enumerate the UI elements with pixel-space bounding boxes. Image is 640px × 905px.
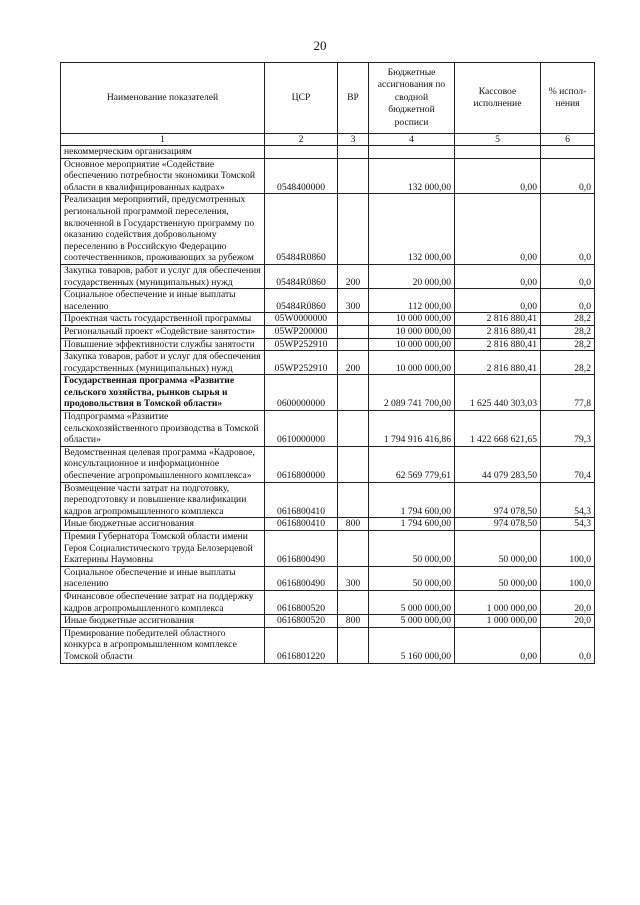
vr-code-cell [338,313,369,326]
csr-code-cell: 05WP252910 [265,338,338,351]
csr-code-cell: 05484R0860 [265,289,338,313]
csr-code-cell: 0616800410 [265,482,338,518]
execution-percent-cell: 54,3 [541,482,595,518]
vr-code-cell: 800 [338,615,369,628]
csr-code-cell: 0616800410 [265,518,338,531]
vr-code-cell: 300 [338,566,369,590]
csr-code-cell: 0610000000 [265,411,338,447]
budget-allocation-cell: 5 000 000,00 [369,590,455,614]
budget-allocation-cell: 2 089 741 700,00 [369,375,455,411]
table-row [61,531,595,567]
table-body [61,146,595,664]
csr-code-cell: 05484R0860 [265,264,338,288]
budget-allocation-cell: 1 794 916 416,86 [369,411,455,447]
budget-allocation-cell [369,146,455,159]
vr-code-cell [338,531,369,567]
vr-code-cell [338,158,369,194]
execution-percent-cell: 0,0 [541,289,595,313]
column-number: 4 [369,134,455,146]
header-csr: ЦСР [265,63,338,134]
budget-allocation-cell: 62 569 779,61 [369,446,455,482]
cash-execution-cell: 1 625 440 303,03 [455,375,541,411]
csr-code-cell: 05WP200000 [265,325,338,338]
vr-code-cell [338,375,369,411]
table-row [61,313,595,326]
indicator-name-cell: Закупка товаров, работ и услуг для обеспечения государственных (муниципальных) нужд [61,264,265,288]
csr-code-cell [265,146,338,159]
budget-allocation-cell: 10 000 000,00 [369,351,455,375]
cash-execution-cell: 0,00 [455,158,541,194]
csr-code-cell: 0616800520 [265,615,338,628]
table-row [61,325,595,338]
budget-allocation-cell: 10 000 000,00 [369,338,455,351]
vr-code-cell: 200 [338,351,369,375]
vr-code-cell [338,194,369,265]
execution-percent-cell: 77,8 [541,375,595,411]
indicator-name-cell: некоммерческим организациям [61,146,265,159]
cash-execution-cell: 0,00 [455,627,541,663]
cash-execution-cell: 0,00 [455,194,541,265]
execution-percent-cell: 0,0 [541,264,595,288]
execution-percent-cell: 28,2 [541,325,595,338]
budget-allocation-cell: 50 000,00 [369,566,455,590]
indicator-name-cell: Подпрограмма «Развитие сельскохозяйственного производства в Томской области» [61,411,265,447]
execution-percent-cell: 70,4 [541,446,595,482]
indicator-name-cell: Возмещение части затрат на подготовку, переподготовку и повышение квалификации кадров агропромышленного комплекса [61,482,265,518]
csr-code-cell: 05484R0860 [265,194,338,265]
cash-execution-cell: 974 078,50 [455,518,541,531]
indicator-name-cell: Региональный проект «Содействие занятости» [61,325,265,338]
table-row [61,482,595,518]
table-row [61,194,595,265]
table-row [61,338,595,351]
header-vr: ВР [338,63,369,134]
table-row [61,375,595,411]
header-pct: % испол-нения [541,63,595,134]
indicator-name-cell: Иные бюджетные ассигнования [61,518,265,531]
vr-code-cell: 200 [338,264,369,288]
table-row [61,615,595,628]
budget-allocation-cell: 132 000,00 [369,158,455,194]
table-row [61,158,595,194]
indicator-name-cell: Реализация мероприятий, предусмотренных региональной программой переселения, включенной в Государственную программу по оказанию содействия добровольному переселению в Российскую Федерацию соотечественников, проживающих за рубежом [61,194,265,265]
execution-percent-cell: 28,2 [541,313,595,326]
vr-code-cell [338,338,369,351]
cash-execution-cell: 1 000 000,00 [455,615,541,628]
vr-code-cell [338,482,369,518]
indicator-name-cell: Социальное обеспечение и иные выплаты населению [61,289,265,313]
column-number: 3 [338,134,369,146]
csr-code-cell: 0616800000 [265,446,338,482]
table-row [61,566,595,590]
cash-execution-cell: 1 422 668 621,65 [455,411,541,447]
csr-code-cell: 05WP252910 [265,351,338,375]
cash-execution-cell: 1 000 000,00 [455,590,541,614]
table-row [61,146,595,159]
indicator-name-cell: Повышение эффективности службы занятости [61,338,265,351]
csr-code-cell: 0616801220 [265,627,338,663]
execution-percent-cell: 28,2 [541,351,595,375]
indicator-name-cell: Социальное обеспечение и иные выплаты населению [61,566,265,590]
cash-execution-cell: 974 078,50 [455,482,541,518]
vr-code-cell [338,146,369,159]
vr-code-cell [338,411,369,447]
table-row [61,264,595,288]
budget-allocation-cell: 132 000,00 [369,194,455,265]
budget-execution-table [60,62,595,664]
header-name: Наименование показателей [61,63,265,134]
budget-allocation-cell: 5 000 000,00 [369,615,455,628]
vr-code-cell [338,590,369,614]
budget-allocation-cell: 1 794 600,00 [369,518,455,531]
vr-code-cell [338,446,369,482]
budget-allocation-cell: 1 794 600,00 [369,482,455,518]
execution-percent-cell: 20,0 [541,590,595,614]
csr-code-cell: 0616800490 [265,566,338,590]
cash-execution-cell: 50 000,00 [455,566,541,590]
indicator-name-cell: Финансовое обеспечение затрат на поддержку кадров агропромышленного комплекса [61,590,265,614]
column-number: 1 [61,134,265,146]
execution-percent-cell: 54,3 [541,518,595,531]
execution-percent-cell [541,146,595,159]
table-row [61,446,595,482]
execution-percent-cell: 0,0 [541,158,595,194]
header-row [61,63,595,134]
budget-allocation-cell: 50 000,00 [369,531,455,567]
header-cash: Кассовое исполнение [455,63,541,134]
csr-code-cell: 05W0000000 [265,313,338,326]
cash-execution-cell: 44 079 283,50 [455,446,541,482]
indicator-name-cell: Закупка товаров, работ и услуг для обеспечения государственных (муниципальных) нужд [61,351,265,375]
table-row [61,411,595,447]
table-row [61,627,595,663]
indicator-name-cell: Проектная часть государственной программы [61,313,265,326]
indicator-name-cell: Премия Губернатора Томской области имени Героя Социалистического труда Белозерцевой Екатерины Наумовны [61,531,265,567]
cash-execution-cell: 2 816 880,41 [455,351,541,375]
csr-code-cell: 0616800490 [265,531,338,567]
table-row [61,518,595,531]
cash-execution-cell [455,146,541,159]
execution-percent-cell: 0,0 [541,194,595,265]
column-number-row [61,134,595,146]
table-row [61,351,595,375]
execution-percent-cell: 100,0 [541,531,595,567]
execution-percent-cell: 79,3 [541,411,595,447]
cash-execution-cell: 0,00 [455,264,541,288]
vr-code-cell: 800 [338,518,369,531]
execution-percent-cell: 20,0 [541,615,595,628]
vr-code-cell: 300 [338,289,369,313]
indicator-name-cell: Премирование победителей областного конкурса в агропромышленном комплексе Томской области [61,627,265,663]
table-row [61,590,595,614]
cash-execution-cell: 2 816 880,41 [455,325,541,338]
page-number: 20 [313,38,327,53]
cash-execution-cell: 50 000,00 [455,531,541,567]
vr-code-cell [338,627,369,663]
column-number: 5 [455,134,541,146]
indicator-name-cell: Иные бюджетные ассигнования [61,615,265,628]
csr-code-cell: 0616800520 [265,590,338,614]
budget-allocation-cell: 5 160 000,00 [369,627,455,663]
column-number: 2 [265,134,338,146]
vr-code-cell [338,325,369,338]
column-number: 6 [541,134,595,146]
csr-code-cell: 0548400000 [265,158,338,194]
csr-code-cell: 0600000000 [265,375,338,411]
budget-allocation-cell: 10 000 000,00 [369,325,455,338]
execution-percent-cell: 28,2 [541,338,595,351]
cash-execution-cell: 2 816 880,41 [455,338,541,351]
budget-allocation-cell: 112 000,00 [369,289,455,313]
indicator-name-cell: Государственная программа «Развитие сельского хозяйства, рынков сырья и продовольствия в Томской области» [61,375,265,411]
execution-percent-cell: 100,0 [541,566,595,590]
budget-allocation-cell: 10 000 000,00 [369,313,455,326]
execution-percent-cell: 0,0 [541,627,595,663]
header-budget: Бюджетные ассигнования по сводной бюджетной росписи [369,63,455,134]
cash-execution-cell: 0,00 [455,289,541,313]
indicator-name-cell: Ведомственная целевая программа «Кадровое, консультационное и информационное обеспечение агропромышленного комплекса» [61,446,265,482]
indicator-name-cell: Основное мероприятие «Содействие обеспечению потребности экономики Томской области в квалифицированных кадрах» [61,158,265,194]
table-row [61,289,595,313]
budget-allocation-cell: 20 000,00 [369,264,455,288]
cash-execution-cell: 2 816 880,41 [455,313,541,326]
